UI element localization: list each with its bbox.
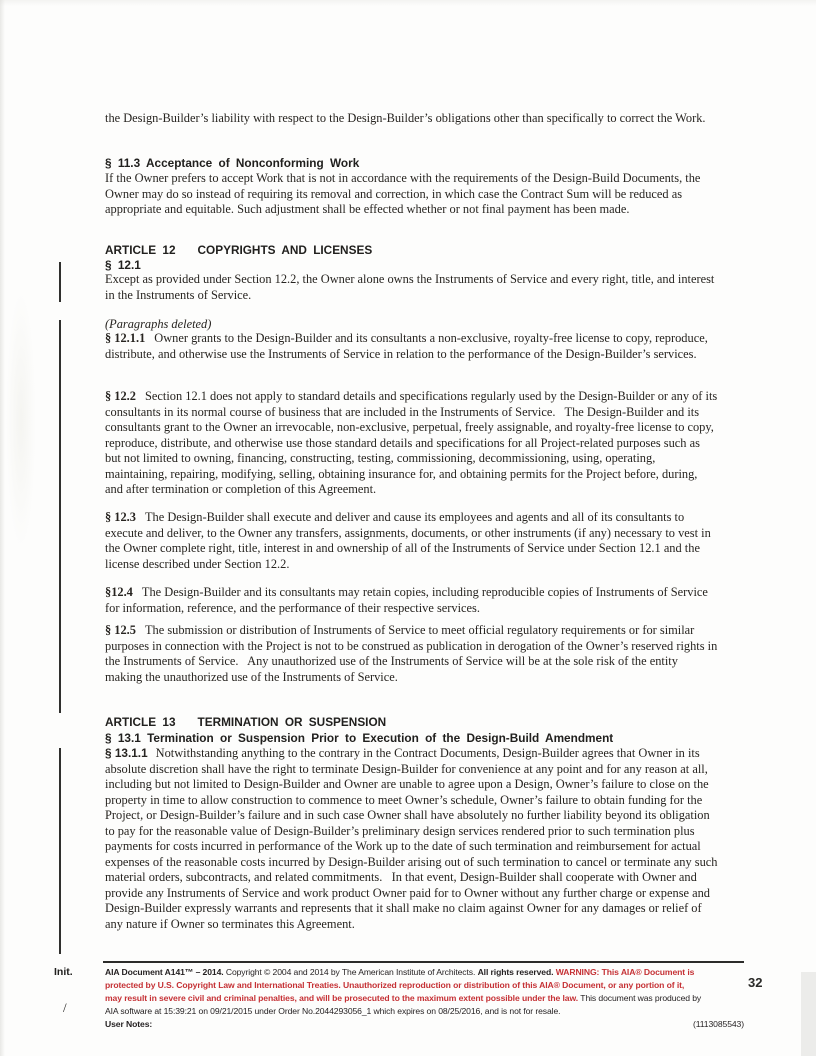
paragraph-12-5 xyxy=(105,623,721,685)
paragraph-carryover: the Design-Builder’s liability with respect to the Design-Builder’s obligations other than specifically to correct the Work. xyxy=(105,111,706,125)
heading-article-13 xyxy=(105,715,718,729)
footer-doc-title: AIA Document A141™ – 2014. xyxy=(105,967,226,977)
footer-line-3 xyxy=(105,992,744,1005)
section-number-12-4: §12.4 xyxy=(105,585,133,599)
paragraph-12-1-1 xyxy=(105,331,718,362)
footer-warning-2: protected by U.S. Copyright Law and International Treaties. Unauthorized reproduction or distribution of this AIA® Document, or any portion of it, xyxy=(105,980,685,990)
article-13-number: ARTICLE 13 xyxy=(105,715,176,729)
page-number: 32 xyxy=(748,975,763,990)
section-text-12-5: The submission or distribution of Instruments of Service to meet official regulatory requirements or for similar purposes in connection with the Project is not to be construed as publication in derogation of the Owner’s reserved rights in the Instruments of Service. Any unauthorized use of the Instruments of Service will be at the sole risk of the entity making the unauthorized use of the Instruments of Service. xyxy=(105,623,721,684)
heading-section-13-1: § 13.1 Termination or Suspension Prior to Execution of the Design-Build Amendment xyxy=(105,731,614,745)
section-text-12-2: Section 12.1 does not apply to standard details and specifications regularly used by the Design-Builder or any of its consultants in its normal course of business that are included in the Instruments of Service. The Design-Builder and its consultants grant to the Owner an irrevocable, non-exclusive, perpetual, freely assignable, and royalty-free license to copy, reproduce, distribute, and otherwise use those standard details and specifications for all Project-related purposes such as but not limited to owning, financing, constructing, testing, commissioning, decommissioning, using, operating, maintaining, repairing, modifying, selling, obtaining insurance for, and obtaining permits for the Project before, during, and after termination or completion of this Agreement. xyxy=(105,389,721,496)
footer-warning-1: WARNING: This AIA® Document is xyxy=(555,967,695,977)
paragraph-12-4 xyxy=(105,585,718,616)
section-number-13-1-1: § 13.1.1 xyxy=(105,746,148,760)
heading-section-12-1: § 12.1 xyxy=(105,258,141,272)
section-text-12-1-1: Owner grants to the Design-Builder and its consultants a non-exclusive, royalty-free license to copy, reproduce, distribute, and otherwise use the Instruments of Service in relation to the performance of the Design-Builder’s services. xyxy=(105,331,711,361)
paragraph-13-1-1 xyxy=(105,746,721,932)
section-number-12-2: § 12.2 xyxy=(105,389,136,403)
article-13-title: TERMINATION OR SUSPENSION xyxy=(197,715,387,729)
section-text-12-4: The Design-Builder and its consultants may retain copies, including reproducible copies of Instruments of Service for information, reference, and the performance of their respective services. xyxy=(105,585,712,615)
paragraph-12-1: Except as provided under Section 12.2, the Owner alone owns the Instruments of Service and every right, title, and interest in the Instruments of Service. xyxy=(105,272,718,302)
change-bar-2 xyxy=(59,320,61,713)
scan-artifact-corner xyxy=(801,972,816,1056)
section-text-12-3: The Design-Builder shall execute and deliver and cause its employees and agents and all of its consultants to execute and deliver, to the Owner any transfers, assignments, documents, or other instruments (if any) necessary to vest in the Owner complete right, title, interest in and ownership of all of the Instruments of Service under Section 12.1 and the license described under Section 12.2. xyxy=(105,510,714,571)
user-notes-label: User Notes: xyxy=(105,1019,153,1029)
article-12-title: COPYRIGHTS AND LICENSES xyxy=(197,243,373,257)
footer-line-2 xyxy=(105,979,744,992)
init-label: Init. xyxy=(54,966,73,978)
change-bar-3 xyxy=(59,748,61,954)
scan-artifact-top xyxy=(0,0,816,6)
section-number-12-1-1: § 12.1.1 xyxy=(105,331,146,345)
scan-artifact-smudge xyxy=(6,290,36,550)
heading-article-12 xyxy=(105,243,718,257)
footer-software-info: AIA software at 15:39:21 on 09/21/2015 under Order No.2044293056_1 which expires on 08/25/2016, and is not for resale. xyxy=(105,1006,561,1016)
change-bar-1 xyxy=(59,262,61,302)
footer-rights: All rights reserved. xyxy=(477,967,556,977)
init-slash-mark: / xyxy=(63,1000,67,1015)
footer-line-5 xyxy=(105,1018,744,1031)
paragraphs-deleted-note: (Paragraphs deleted) xyxy=(105,317,212,331)
footer-legal-block xyxy=(105,966,744,1031)
footer-copyright: Copyright © 2004 and 2014 by The American Institute of Architects. xyxy=(225,967,478,977)
article-12-number: ARTICLE 12 xyxy=(105,243,176,257)
footer-warning-3: may result in severe civil and criminal penalties, and will be prosecuted to the maximum extent possible under the law. xyxy=(105,993,581,1003)
paragraph-12-3 xyxy=(105,510,718,572)
footer-line-4 xyxy=(105,1005,744,1018)
scan-artifact-left-edge xyxy=(0,0,5,1056)
paragraph-11-3: If the Owner prefers to accept Work that is not in accordance with the requirements of the Design-Build Documents, the Owner may do so instead of requiring its removal and correction, in which case the Contract Sum will be reduced as appropriate and equitable. Such adjustment shall be effected whether or not final payment has been made. xyxy=(105,171,704,216)
footer-produced-by: This document was produced by xyxy=(580,993,702,1003)
section-text-13-1-1: Notwithstanding anything to the contrary in the Contract Documents, Design-Builder agrees that Owner in its absolute discretion shall have the right to terminate Design-Builder for convenience at any point and for any reason at all, including but not limited to Design-Builder and Owner are unable to agree upon a Design, Owner’s failure to close on the property in time to allow construction to commence to meet Owner’s schedule, Owner’s failure to obtain funding for the Project, or Design-Builder’s failure and in such case Owner shall have absolutely no further liability beyond its obligation to pay for the reasonable value of Design-Builder’s preliminary design services rendered prior to such termination plus payments for costs incurred in performance of the Work up to the date of such termination and reimbursement for actual expenses of the reasonable costs incurred by Design-Builder arising out of such termination to cancel or terminate any such material orders, subcontracts, and related commitments. In that event, Design-Builder shall cooperate with Owner and provide any Instruments of Service and work product Owner paid for to Owner without any further charge or expense and Design-Builder expressly warrants and represents that it shall make no claim against Owner for any damages or relief of any nature if Owner so terminates this Agreement. xyxy=(105,746,721,931)
section-number-12-5: § 12.5 xyxy=(105,623,136,637)
paragraph-12-2 xyxy=(105,389,721,498)
footer-line-1 xyxy=(105,966,744,979)
heading-section-11-3: § 11.3 Acceptance of Nonconforming Work xyxy=(105,156,360,170)
section-number-12-3: § 12.3 xyxy=(105,510,136,524)
document-id: (1113085543) xyxy=(692,1019,744,1029)
footer-divider xyxy=(103,961,744,963)
